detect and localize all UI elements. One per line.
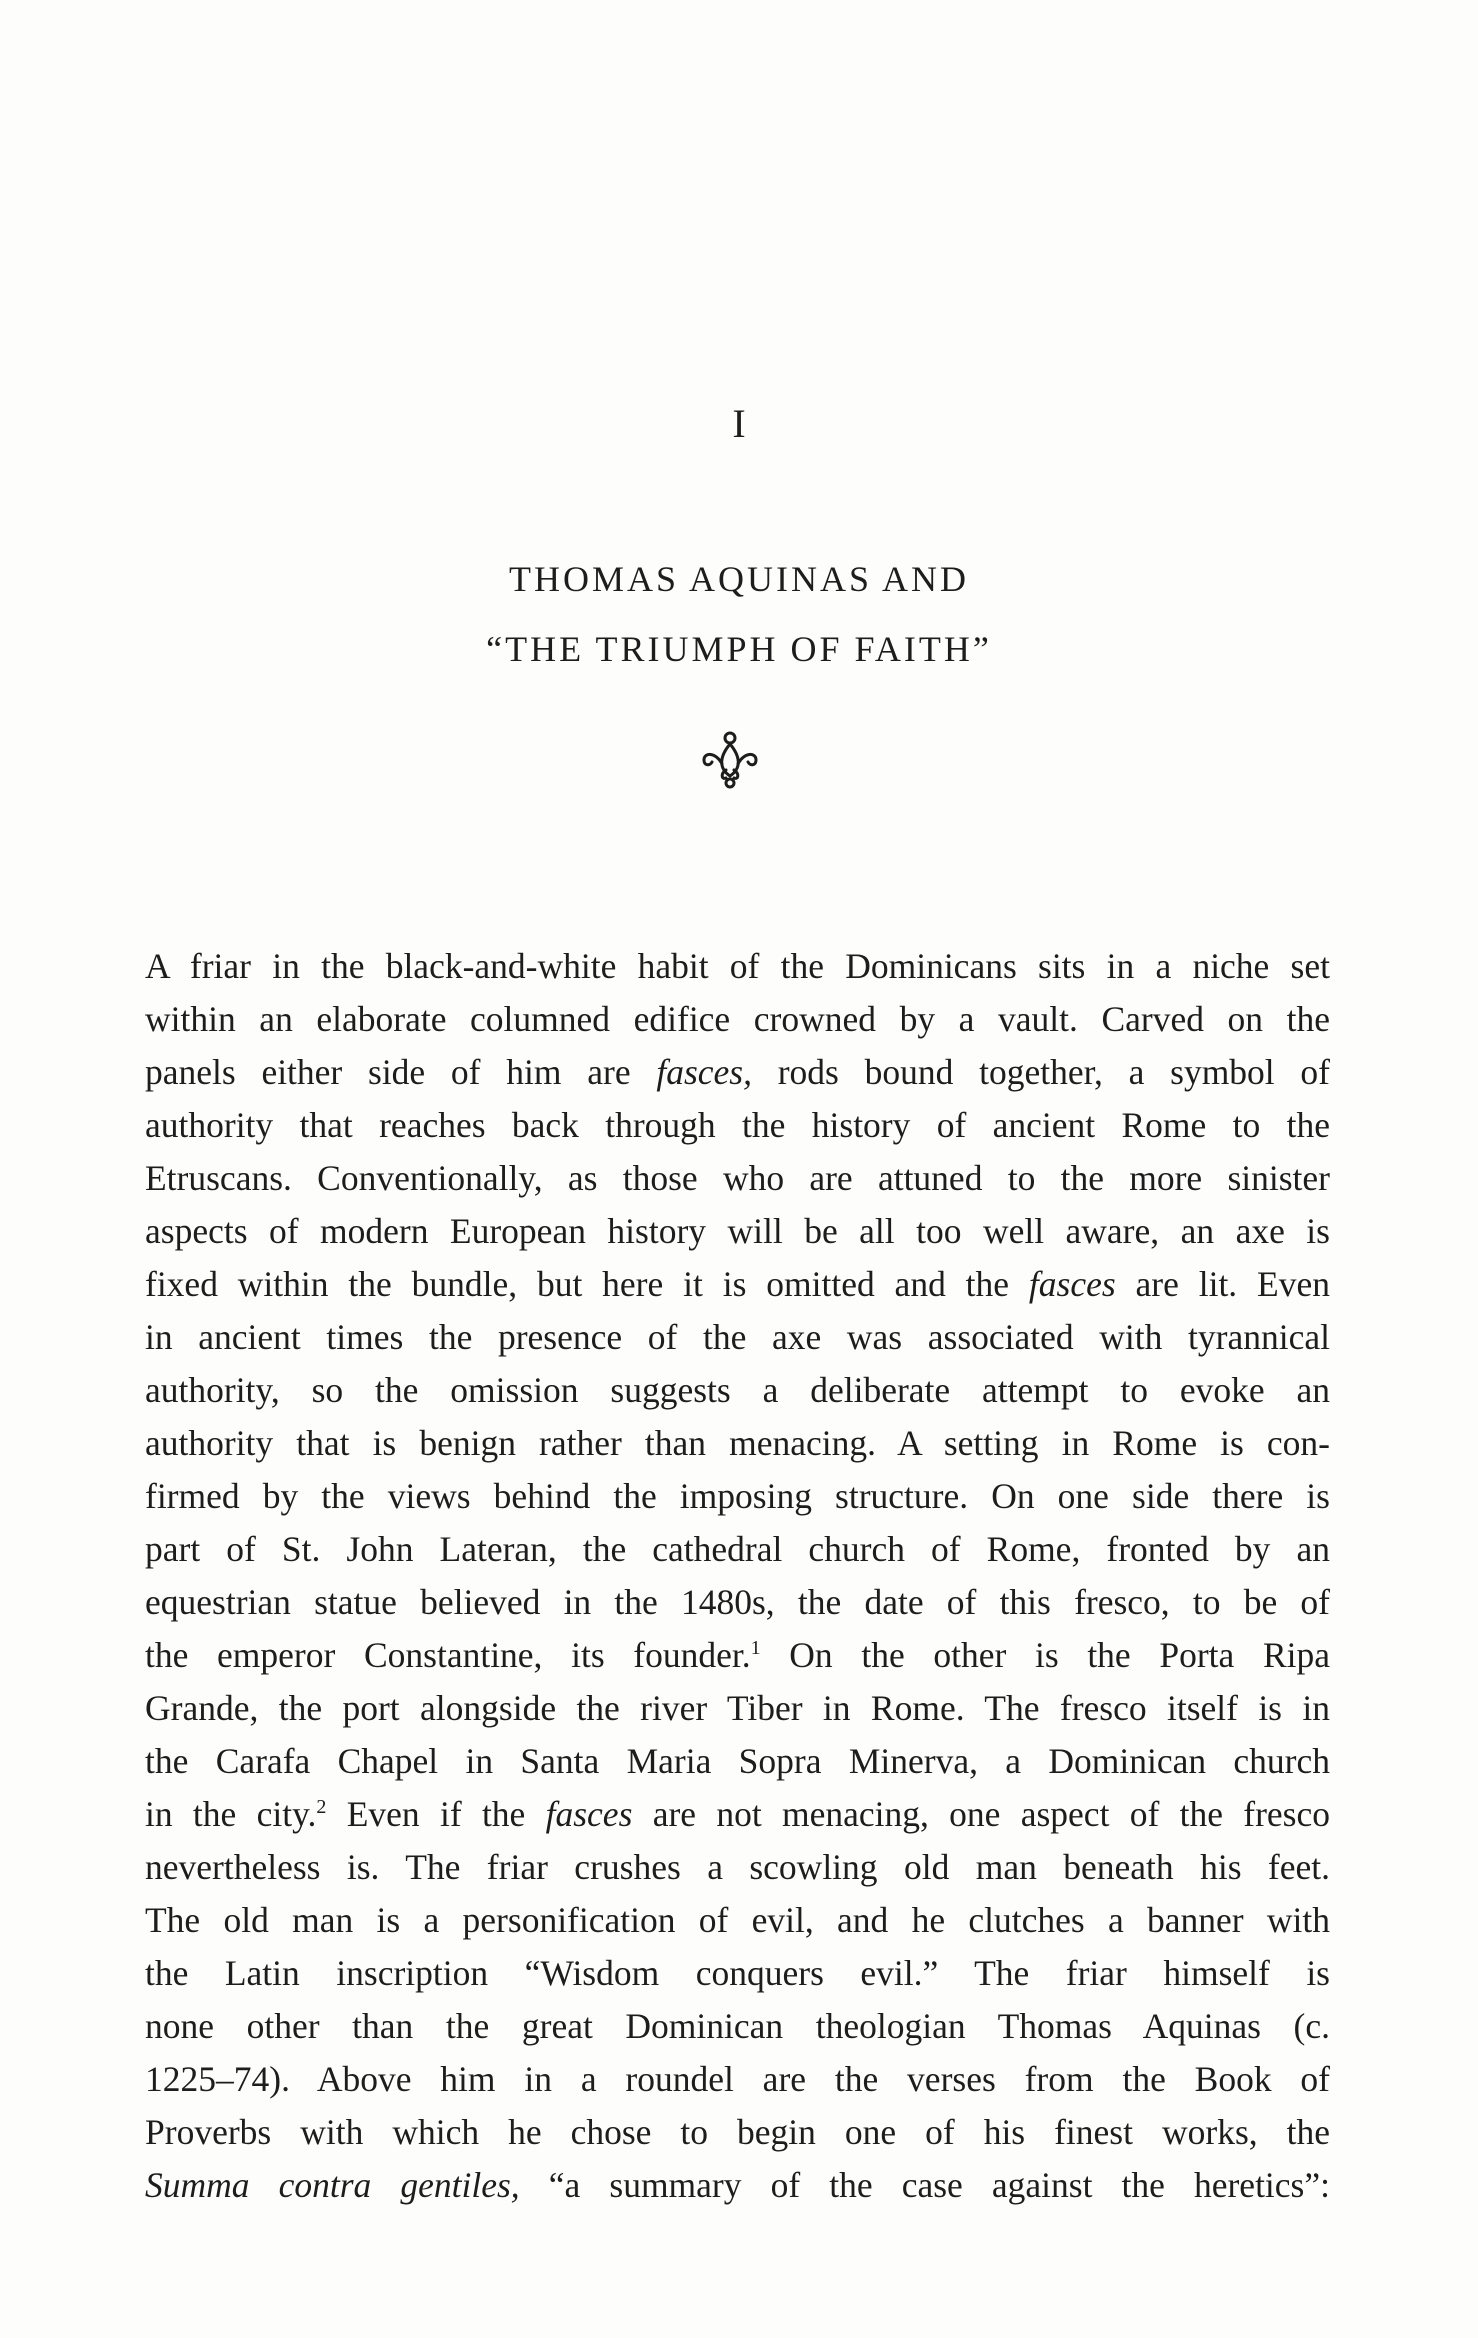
body-line: in ancient times the presence of the axe was associated with tyrannical	[145, 1317, 1330, 1357]
body-line: aspects of modern European history will be all too well aware, an axe is	[145, 1211, 1330, 1251]
body-text	[145, 940, 1330, 2212]
body-line: Etruscans. Conventionally, as those who are attuned to the more sinister	[145, 1158, 1330, 1198]
chapter-number: I	[732, 401, 746, 446]
body-line: authority, so the omission suggests a deliberate attempt to evoke an	[145, 1370, 1330, 1410]
body-line: The old man is a personification of evil, and he clutches a banner with	[145, 1900, 1330, 1940]
body-line: Summa contra gentiles, “a summary of the case against the heretics”:	[145, 2165, 1330, 2205]
body-line: authority that reaches back through the history of ancient Rome to the	[145, 1105, 1330, 1145]
body-line: Proverbs with which he chose to begin one of his finest works, the	[145, 2112, 1330, 2152]
body-line: firmed by the views behind the imposing structure. On one side there is	[145, 1476, 1330, 1516]
body-line: Grande, the port alongside the river Tiber in Rome. The fresco itself is in	[145, 1688, 1330, 1728]
body-line: panels either side of him are fasces, rods bound together, a symbol of	[145, 1052, 1330, 1092]
chapter-title-line-2: “THE TRIUMPH OF FAITH”	[486, 629, 992, 669]
body-line: equestrian statue believed in the 1480s, the date of this fresco, to be of	[145, 1582, 1330, 1622]
body-line: the Carafa Chapel in Santa Maria Sopra Minerva, a Dominican church	[145, 1741, 1330, 1781]
chapter-title-line-1: THOMAS AQUINAS AND	[508, 559, 970, 599]
body-line: the Latin inscription “Wisdom conquers evil.” The friar himself is	[145, 1953, 1330, 1993]
body-line: within an elaborate columned edifice crowned by a vault. Carved on the	[145, 999, 1330, 1039]
body-line: part of St. John Lateran, the cathedral church of Rome, fronted by an	[145, 1529, 1330, 1569]
body-line: authority that is benign rather than menacing. A setting in Rome is con-	[145, 1423, 1330, 1463]
body-line: none other than the great Dominican theologian Thomas Aquinas (c.	[145, 2006, 1330, 2046]
body-line: in the city.$^2$ Even if the fasces are not menacing, one aspect of the fresco	[145, 1794, 1331, 1834]
fleuron-icon	[700, 730, 760, 790]
body-line: fixed within the bundle, but here it is omitted and the fasces are lit. Even	[145, 1264, 1330, 1304]
body-line: the emperor Constantine, its founder.$^1$ On the other is the Porta Ripa	[145, 1635, 1330, 1675]
body-line: nevertheless is. The friar crushes a scowling old man beneath his feet.	[145, 1847, 1330, 1887]
body-line: A friar in the black-and-white habit of the Dominicans sits in a niche set	[145, 946, 1330, 986]
body-line: 1225–74). Above him in a roundel are the verses from the Book of	[145, 2059, 1330, 2099]
